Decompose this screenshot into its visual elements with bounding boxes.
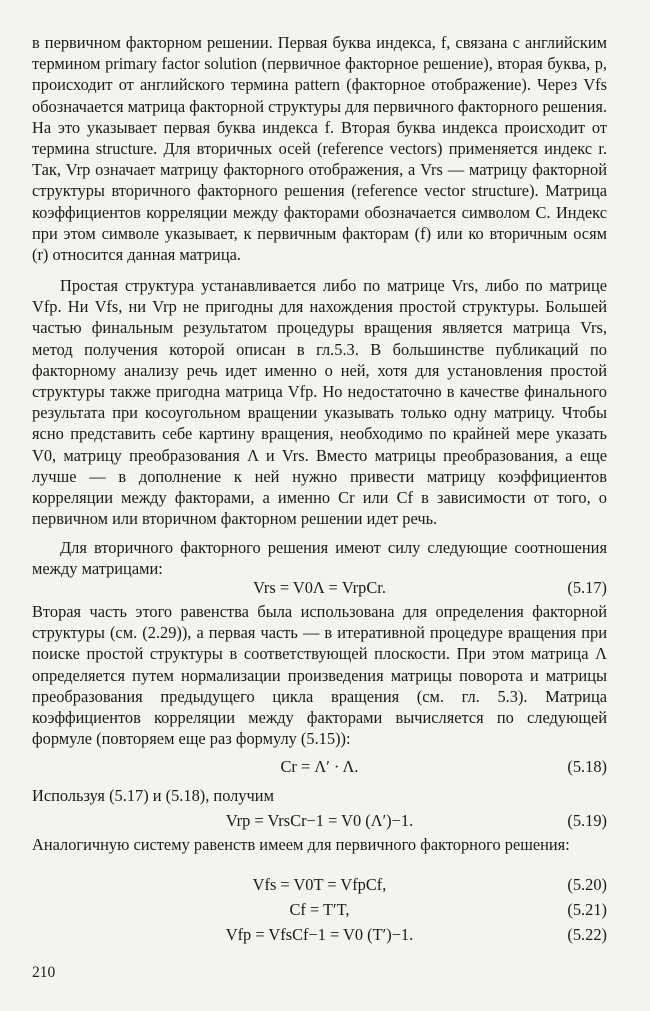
equation-formula: Vfp = VfsCf−1 = V0 (T′)−1. <box>225 925 414 944</box>
paragraph-5: Используя (5.17) и (5.18), получим <box>32 786 274 805</box>
paragraph-4-block <box>32 601 607 749</box>
paragraph-1: в первичном факторном решении. Первая буква индекса, f, связана с английским термином primary factor solution (первичное факторное решение), вторая буква, p, происходит от английского термина pattern (факторное отображение). Через Vfs обозначается матрица факторной структуры для первичного факторного решения. На это указывает первая буква индекса f. Вторая буква индекса происходит от термина structure. Для вторичных осей (reference vectors) применяется индекс r. Так, Vrp означает матрицу факторного отображения, а Vrs — матрицу факторной структуры вторичного факторного решения (reference vector structure). Матрица коэффициентов корреляции между факторами обозначается символом C. Индекс при этом символе указывает, к первичным факторам (f) или ко вторичным осям (r) относится данная матрица. <box>32 33 607 265</box>
equation-5-22 <box>32 924 607 946</box>
paragraph-2-block <box>32 275 607 529</box>
paragraph-2: Простая структура устанавливается либо по матрице Vrs, либо по матрице Vfp. Ни Vfs, ни Vrp не пригодны для нахождения простой структуры. Большей частью финальным результатом процедуры вращения является матрица Vrs, метод получения которой описан в гл.5.3. В большинстве публикаций по факторному анализу речь идет именно о ней, хотя для установления простой структуры также пригодна матрица Vfp. Но недостаточно в качестве финального результата при косоугольном вращении указывать только одну матрицу. Чтобы ясно представить себе картину вращения, необходимо по крайней мере указать V0, матрицу преобразования Λ и Vrs. Вместо матрицы преобразования, а еще лучше — в дополнение к ней нужно привести матрицу коэффициентов корреляции между факторами, а именно Cr или Cf в зависимости от того, о первичном или вторичном факторном решении идет речь. <box>32 276 607 529</box>
equation-number: (5.20) <box>567 875 607 894</box>
equation-formula: Vfs = V0T = VfpCf, <box>252 875 387 894</box>
equation-number: (5.22) <box>567 925 607 944</box>
page-number: 210 <box>32 964 56 981</box>
paragraph-6-block <box>32 834 607 855</box>
paragraph-6: Аналогичную систему равенств имеем для первичного факторного решения: <box>32 835 570 854</box>
equation-formula: Vrs = V0Λ = VrpCr. <box>253 578 386 597</box>
equation-number: (5.21) <box>567 900 607 919</box>
equation-formula: Cf = T′T, <box>289 900 350 919</box>
equation-number: (5.19) <box>567 811 607 830</box>
equation-5-18 <box>32 756 607 778</box>
equation-5-20 <box>32 874 607 896</box>
paragraph-3: Для вторичного факторного решения имеют силу следующие соотношения между матрицами: <box>32 538 607 579</box>
paragraph-4: Вторая часть этого равенства была использована для определения факторной структуры (см. (2.29)), а первая часть — в итеративной процедуре вращения при поиске простой структуры в соответствующей плоскости. При этом матрица Λ определяется путем нормализации произведения матрицы поворота и матрицы преобразования предыдущего цикла вращения (см. гл. 5.3). Матрица коэффициентов корреляции между факторами вычисляется по следующей формуле (повторяем еще раз формулу (5.15)): <box>32 602 607 749</box>
paragraph-5-block <box>32 785 607 806</box>
equation-5-21 <box>32 899 607 921</box>
equation-number: (5.17) <box>567 578 607 597</box>
equation-formula: Vrp = VrsCr−1 = V0 (Λ′)−1. <box>225 811 414 830</box>
equation-5-19 <box>32 810 607 832</box>
paragraph-3-block <box>32 537 607 579</box>
equation-formula: Cr = Λ′ · Λ. <box>280 757 359 776</box>
paragraph-1-block <box>32 32 607 265</box>
equation-number: (5.18) <box>567 757 607 776</box>
equation-5-17 <box>32 577 607 599</box>
